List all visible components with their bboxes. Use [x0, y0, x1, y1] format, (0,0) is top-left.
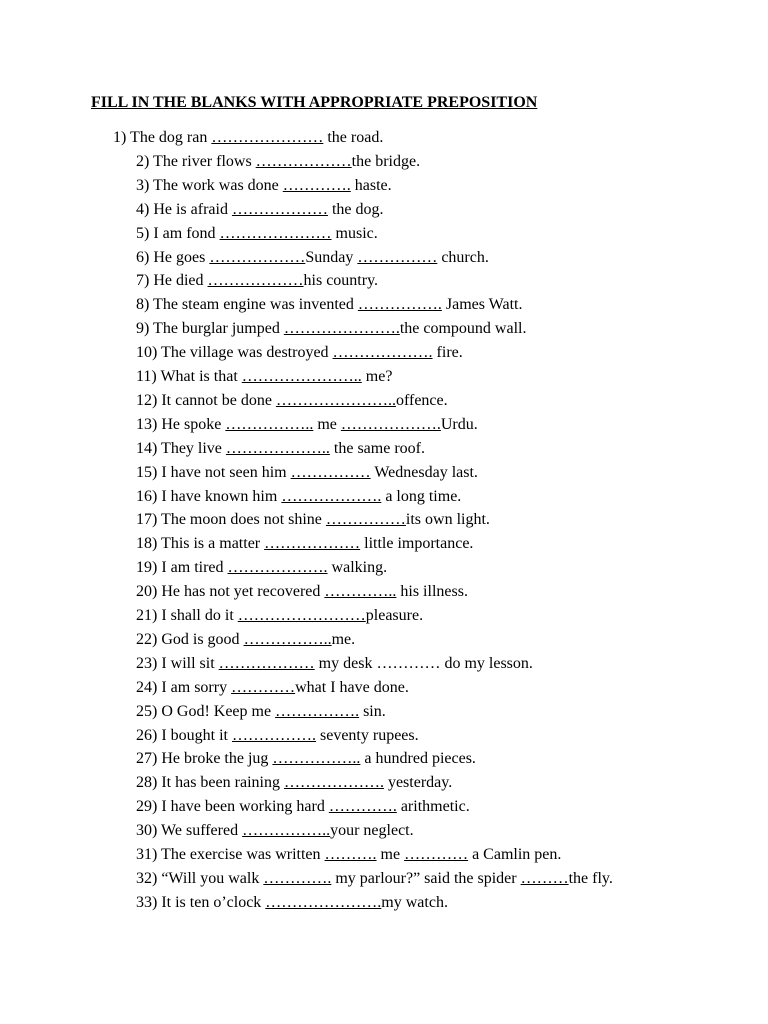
answer-blank: ……………. — [232, 726, 316, 744]
question-item — [136, 582, 468, 602]
answer-blank: ……………… — [255, 152, 352, 170]
question-item — [136, 510, 490, 530]
question-number: 14) — [136, 439, 158, 457]
question-item — [136, 726, 419, 746]
question-item — [136, 439, 425, 459]
question-text: your neglect. — [330, 822, 414, 840]
answer-blank: ………………. — [281, 487, 382, 505]
question-text: I am tired — [157, 559, 228, 577]
question-number: 27) — [136, 750, 158, 768]
answer-blank: ……………… — [264, 535, 361, 553]
question-text: me. — [331, 630, 356, 648]
question-text: the dog. — [327, 200, 384, 218]
question-number: 4) — [136, 200, 150, 218]
question-text: my desk ………… do my lesson. — [314, 654, 533, 672]
answer-blank: …………… — [325, 511, 406, 529]
question-text: what I have done. — [295, 678, 409, 696]
question-text: a long time. — [381, 487, 462, 505]
question-text: “Will you walk — [157, 869, 264, 887]
question-number: 1) — [113, 129, 127, 146]
question-text: the road. — [323, 129, 384, 146]
question-number: 20) — [136, 583, 158, 601]
question-text: It cannot be done — [157, 391, 276, 409]
question-item — [136, 176, 392, 196]
question-text: The work was done — [149, 176, 283, 194]
question-item — [136, 558, 387, 578]
question-text: I shall do it — [157, 607, 238, 624]
answer-blank: ………………. — [227, 559, 328, 577]
question-item — [136, 654, 533, 674]
question-item — [136, 271, 378, 291]
answer-blank: …………………. — [283, 320, 400, 338]
answer-blank: ……………… — [218, 654, 315, 672]
question-text: walking. — [327, 559, 388, 577]
answer-blank: ………………….. — [275, 391, 396, 409]
question-item — [136, 487, 461, 507]
question-item — [136, 367, 392, 387]
question-text: the compound wall. — [399, 320, 527, 338]
question-number: 22) — [136, 630, 158, 648]
question-number: 8) — [136, 296, 150, 314]
question-item — [136, 319, 526, 339]
question-text: The exercise was written — [157, 846, 325, 863]
question-text: It is ten o’clock — [157, 893, 266, 911]
answer-blank: ……………. — [357, 296, 442, 314]
question-item — [136, 678, 409, 698]
question-number: 23) — [136, 654, 158, 672]
answer-blank: ………………. — [340, 415, 441, 433]
question-text: sin. — [359, 702, 386, 720]
question-number: 2) — [136, 152, 150, 170]
question-number: 15) — [136, 463, 158, 481]
question-item — [136, 152, 420, 172]
question-number: 10) — [136, 344, 158, 362]
question-item — [136, 845, 561, 865]
question-text: He died — [149, 272, 208, 290]
question-number: 6) — [136, 248, 150, 266]
question-item — [136, 702, 386, 722]
question-text: fire. — [432, 344, 463, 362]
question-text: The village was destroyed — [157, 344, 333, 362]
answer-blank: …………… — [290, 463, 371, 481]
question-text: Wednesday last. — [370, 463, 478, 481]
question-number: 26) — [136, 726, 158, 744]
question-text: his illness. — [396, 583, 468, 601]
question-text: I have not seen him — [157, 463, 291, 481]
question-item — [136, 224, 378, 244]
question-text: a Camlin pen. — [468, 846, 562, 863]
question-text: pleasure. — [365, 607, 424, 624]
question-text: Urdu. — [440, 415, 478, 433]
question-text: He broke the jug — [157, 750, 273, 768]
question-number: 21) — [136, 607, 158, 624]
answer-blank: ……………. — [275, 702, 360, 720]
question-number: 28) — [136, 774, 158, 792]
question-text: me? — [361, 368, 393, 385]
question-item — [136, 606, 423, 626]
answer-blank: ………….. — [324, 583, 397, 601]
answer-blank: ……………… — [209, 248, 306, 266]
question-text: haste. — [350, 176, 392, 194]
question-text: O God! Keep me — [157, 702, 276, 720]
question-text: I have known him — [157, 487, 282, 505]
question-text: He is afraid — [149, 200, 232, 218]
question-text: I will sit — [157, 654, 219, 672]
question-text: my watch. — [381, 893, 448, 911]
answer-blank: ……… — [520, 869, 569, 887]
question-number: 13) — [136, 415, 158, 433]
question-text: music. — [331, 224, 378, 242]
question-text: me — [313, 415, 341, 433]
question-item — [136, 295, 522, 315]
question-text: little importance. — [360, 535, 474, 553]
answer-blank: ………………… — [219, 224, 332, 242]
question-item — [136, 200, 384, 220]
answer-blank: …………. — [328, 798, 397, 816]
question-number: 17) — [136, 511, 158, 529]
question-number: 24) — [136, 678, 158, 696]
question-text: me — [376, 846, 405, 863]
answer-blank: …………………… — [237, 607, 366, 624]
answer-blank: …………….. — [242, 822, 331, 840]
question-number: 7) — [136, 272, 150, 290]
answer-blank: ………………. — [283, 774, 384, 792]
question-number: 12) — [136, 391, 158, 409]
question-number: 18) — [136, 535, 158, 553]
question-text: the fly. — [568, 869, 613, 887]
answer-blank: ……………….. — [225, 439, 330, 457]
question-number: 25) — [136, 702, 158, 720]
answer-blank: …………….. — [225, 415, 314, 433]
question-text: a hundred pieces. — [360, 750, 476, 768]
question-text: yesterday. — [383, 774, 453, 792]
question-item — [136, 391, 448, 411]
question-text: the bridge. — [351, 152, 421, 170]
question-item — [136, 415, 478, 435]
question-text: The moon does not shine — [157, 511, 326, 529]
question-item — [136, 463, 478, 483]
question-text: He has not yet recovered — [157, 583, 325, 601]
worksheet-title: FILL IN THE BLANKS WITH APPROPRIATE PREPOSITION — [91, 94, 538, 111]
question-text: He spoke — [157, 415, 226, 433]
question-text: his country. — [303, 272, 379, 290]
question-number: 32) — [136, 869, 158, 887]
question-text: James Watt. — [441, 296, 523, 314]
question-text: The steam engine was invented — [149, 296, 358, 314]
question-text: offence. — [395, 391, 448, 409]
answer-blank: ………………….. — [241, 368, 362, 385]
question-item — [136, 630, 355, 650]
question-number: 11) — [136, 368, 157, 385]
question-text: Sunday — [305, 248, 358, 266]
question-number: 30) — [136, 822, 158, 840]
question-text: He goes — [149, 248, 210, 266]
question-item — [136, 773, 452, 793]
answer-blank: ………………. — [332, 344, 433, 362]
question-item — [136, 893, 448, 913]
question-text: The burglar jumped — [149, 320, 284, 338]
answer-blank: …………………. — [265, 893, 382, 911]
question-number: 9) — [136, 320, 150, 338]
question-item — [136, 343, 463, 363]
question-text: the same roof. — [329, 439, 425, 457]
question-text: This is a matter — [157, 535, 265, 553]
question-item — [113, 128, 383, 148]
question-item — [136, 869, 613, 889]
question-item — [136, 248, 489, 268]
question-number: 29) — [136, 798, 158, 816]
question-number: 3) — [136, 176, 150, 194]
question-item — [136, 821, 414, 841]
question-text: They live — [157, 439, 226, 457]
question-text: The river flows — [149, 152, 256, 170]
question-item — [136, 797, 470, 817]
question-text: seventy rupees. — [316, 726, 419, 744]
question-text: God is good — [157, 630, 244, 648]
question-text: church. — [437, 248, 489, 266]
answer-blank: …………. — [282, 176, 351, 194]
answer-blank: ………… — [231, 678, 296, 696]
question-text: arithmetic. — [396, 798, 470, 816]
question-text: my parlour?” said the spider — [331, 869, 521, 887]
answer-blank: …………. — [263, 869, 332, 887]
question-text: The dog ran — [126, 129, 212, 146]
question-number: 31) — [136, 846, 158, 863]
question-item — [136, 749, 476, 769]
answer-blank: …………….. — [272, 750, 361, 768]
question-number: 19) — [136, 559, 158, 577]
answer-blank: ……………… — [207, 272, 304, 290]
question-text: I bought it — [157, 726, 232, 744]
question-number: 33) — [136, 893, 158, 911]
question-text: I am fond — [149, 224, 220, 242]
question-number: 5) — [136, 224, 150, 242]
question-text: We suffered — [157, 822, 243, 840]
question-text: I have been working hard — [157, 798, 329, 816]
question-item — [136, 534, 473, 554]
answer-blank: ………… — [404, 846, 469, 863]
answer-blank: …………….. — [243, 630, 332, 648]
question-text: its own light. — [405, 511, 490, 529]
answer-blank: ………………… — [211, 129, 324, 146]
question-text: What is that — [156, 368, 242, 385]
answer-blank: …………… — [357, 248, 438, 266]
answer-blank: ……………… — [231, 200, 328, 218]
question-number: 16) — [136, 487, 158, 505]
question-text: I am sorry — [157, 678, 232, 696]
question-text: It has been raining — [157, 774, 284, 792]
answer-blank: ………. — [324, 846, 377, 863]
